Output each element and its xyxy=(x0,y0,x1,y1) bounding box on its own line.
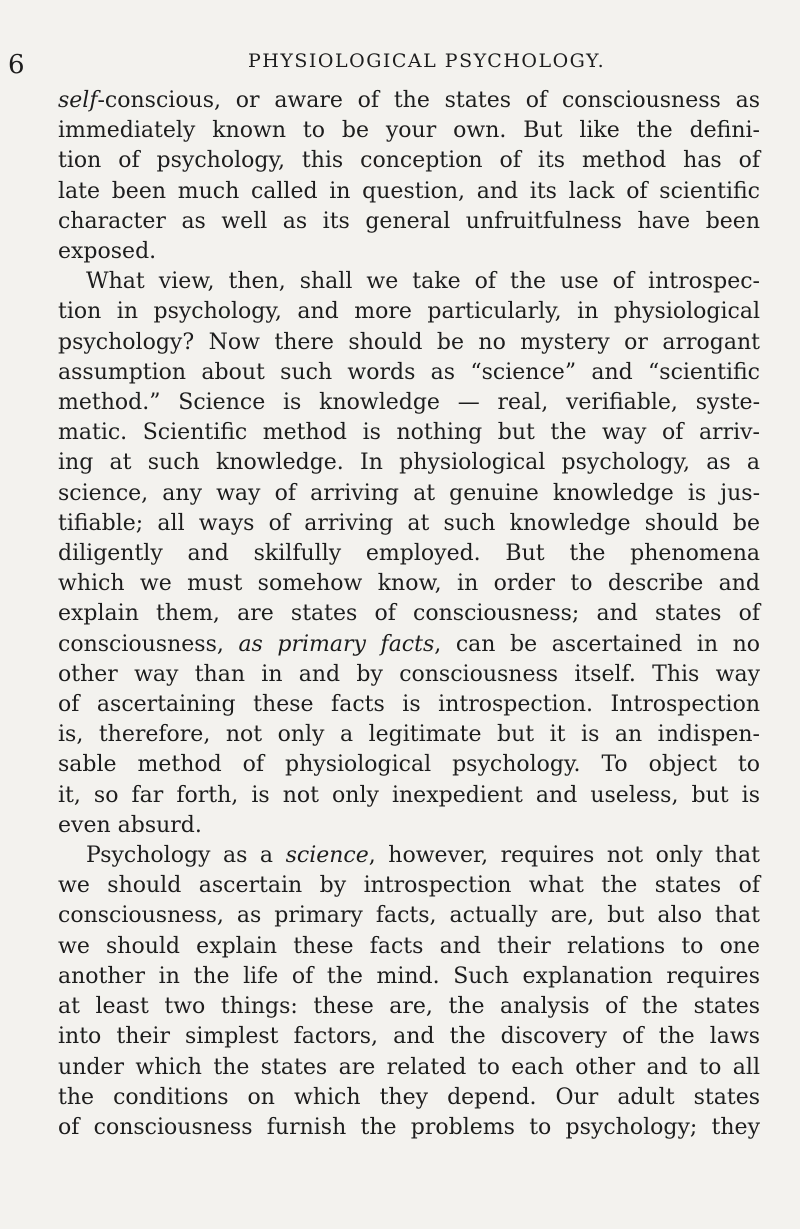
text-line xyxy=(58,237,760,267)
text-run: which we must somehow know, in order to describe and xyxy=(58,571,760,597)
text-line xyxy=(58,448,760,478)
text-run: What view, then, shall we take of the use of introspec- xyxy=(86,269,760,295)
text-run: character as well as its general unfruitfulness have been xyxy=(58,208,760,234)
text-run: immediately known to be your own. But like the defini- xyxy=(58,118,760,144)
text-run: , can be ascertained in no xyxy=(434,631,760,657)
text-line xyxy=(58,992,760,1022)
text-line xyxy=(58,418,760,448)
text-run: under which the states are related to each other and to all xyxy=(58,1054,760,1080)
text-run: matic. Scientific method is nothing but the way of arriv- xyxy=(58,420,760,446)
text-run: consciousness, as primary facts, actually are, but also that xyxy=(58,903,760,929)
body-text xyxy=(58,86,760,1143)
text-run: method.” Science is knowledge — real, verifiable, syste- xyxy=(58,390,760,416)
page-number: 6 xyxy=(8,50,25,80)
text-run: into their simplest factors, and the discovery of the laws xyxy=(58,1024,760,1050)
text-run: consciousness, xyxy=(58,631,239,657)
text-line xyxy=(58,539,760,569)
text-line xyxy=(58,811,760,841)
italic-text: self xyxy=(58,88,98,113)
text-line xyxy=(58,871,760,901)
text-line xyxy=(58,781,760,811)
text-run: the conditions on which they depend. Our adult states xyxy=(58,1084,760,1110)
text-run: -conscious, or aware of the states of consciousness as xyxy=(97,88,760,113)
text-line xyxy=(58,1083,760,1113)
text-run: late been much called in question, and its lack of scientific xyxy=(58,178,760,204)
text-line xyxy=(58,690,760,720)
text-run: sable method of physiological psychology. To object to xyxy=(58,752,760,778)
text-line xyxy=(58,1113,760,1143)
text-line xyxy=(58,207,760,237)
text-line xyxy=(58,297,760,327)
text-run: diligently and skilfully employed. But the phenomena xyxy=(58,541,760,567)
text-run: tion of psychology, this conception of its method has of xyxy=(58,148,760,174)
text-run: tifiable; all ways of arriving at such knowledge should be xyxy=(58,510,760,536)
text-line xyxy=(58,146,760,176)
text-run: we should explain these facts and their relations to one xyxy=(58,933,760,959)
text-line xyxy=(58,1022,760,1052)
text-run: tion in psychology, and more particularly, in physiological xyxy=(58,299,760,325)
text-run: other way than in and by consciousness itself. This way xyxy=(58,661,760,687)
text-line xyxy=(58,750,760,780)
text-run: it, so far forth, is not only inexpedient and useless, but is xyxy=(58,782,760,808)
text-run: psychology? Now there should be no mystery or arrogant xyxy=(58,329,760,355)
running-head: PHYSIOLOGICAL PSYCHOLOGY. xyxy=(248,50,606,72)
text-run: , however, requires not only that xyxy=(368,843,761,869)
text-line xyxy=(58,599,760,629)
text-line xyxy=(58,569,760,599)
text-line xyxy=(58,841,760,871)
text-line xyxy=(58,630,760,660)
text-run: at least two things: these are, the analysis of the states xyxy=(58,994,760,1020)
text-line xyxy=(58,1053,760,1083)
text-run: explain them, are states of consciousness; and states of xyxy=(58,601,760,627)
text-run: even absurd. xyxy=(58,812,202,838)
text-run: is, therefore, not only a legitimate but it is an indispen- xyxy=(58,722,760,748)
text-line xyxy=(58,660,760,690)
text-line xyxy=(58,509,760,539)
text-line xyxy=(58,720,760,750)
text-run: exposed. xyxy=(58,239,157,265)
text-line xyxy=(58,479,760,509)
text-line xyxy=(58,901,760,931)
italic-text: as primary facts xyxy=(238,631,435,657)
text-run: ing at such knowledge. In physiological psychology, as a xyxy=(58,450,760,476)
text-line xyxy=(58,116,760,146)
text-line xyxy=(58,388,760,418)
text-line xyxy=(58,932,760,962)
text-run: another in the life of the mind. Such explanation requires xyxy=(58,963,760,989)
text-line xyxy=(58,177,760,207)
text-line xyxy=(58,267,760,297)
text-line xyxy=(58,962,760,992)
italic-text: science xyxy=(285,843,369,869)
text-run: science, any way of arriving at genuine knowledge is jus- xyxy=(58,480,760,506)
text-line xyxy=(58,86,760,116)
text-run: of consciousness furnish the problems to psychology; they xyxy=(58,1114,760,1140)
text-line xyxy=(58,358,760,388)
text-run: we should ascertain by introspection what the states of xyxy=(58,873,760,899)
text-line xyxy=(58,328,760,358)
text-run: Psychology as a xyxy=(86,843,286,869)
text-run: assumption about such words as “science” and “scientific xyxy=(58,359,760,385)
text-run: of ascertaining these facts is introspection. Introspection xyxy=(58,692,760,718)
